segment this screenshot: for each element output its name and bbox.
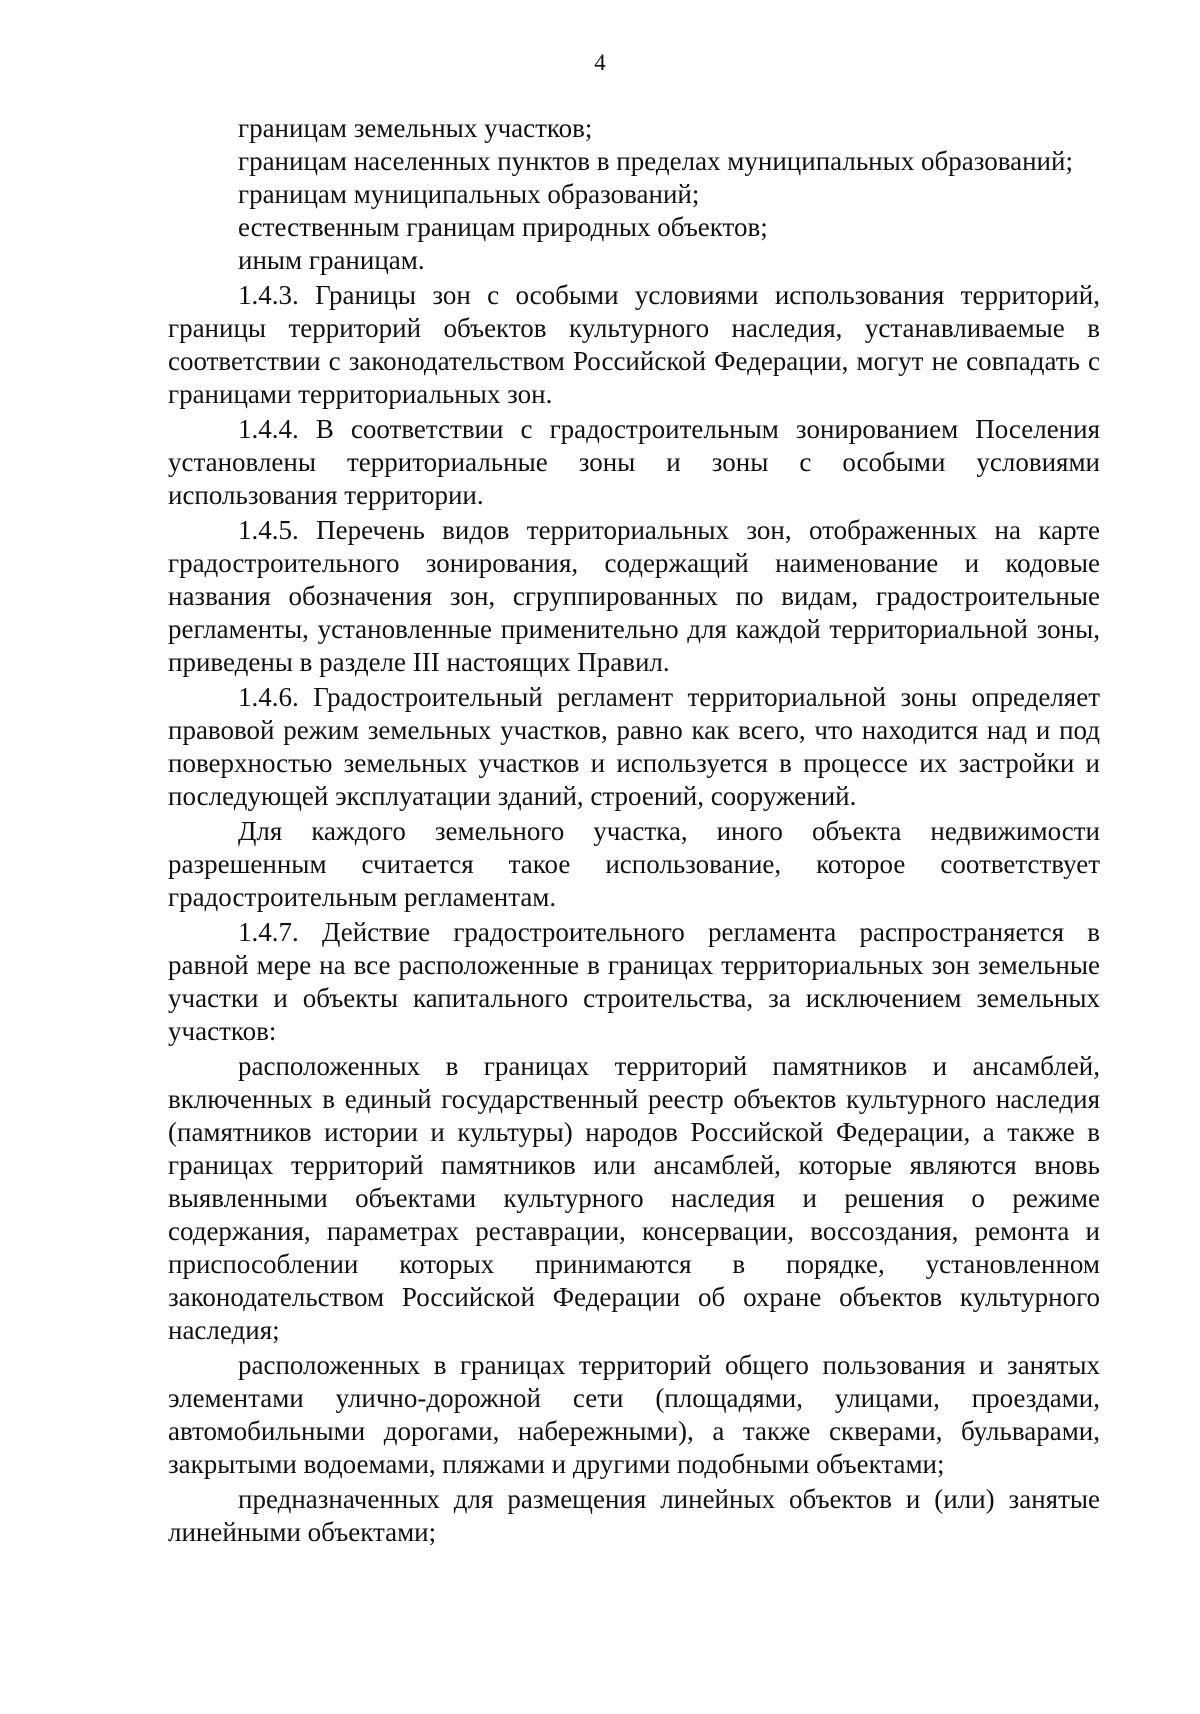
paragraph-1-4-4: 1.4.4. В соответствии с градостроительным зонированием Поселения установлены территориальные зоны и зоны с особыми условиями использования территории. (168, 414, 1100, 510)
paragraph-1-4-5: 1.4.5. Перечень видов территориальных зон, отображенных на карте градостроительного зонирования, содержащий наименование и кодовые названия обозначения зон, сгруппированных по видам, градостроительные регламенты, установленные применительно для каждой территориальной зоны, приведены в разделе III настоящих Правил. (168, 515, 1100, 677)
paragraph-permitted-use: Для каждого земельного участка, иного объекта недвижимости разрешенным считается такое использование, которое соответствует градостроительным регламентам. (168, 816, 1100, 912)
paragraph-settlement-boundaries: границам населенных пунктов в пределах муниципальных образований; (238, 146, 1073, 176)
page-number: 4 (594, 50, 606, 75)
paragraph-1-4-3: 1.4.3. Границы зон с особыми условиями использования территорий, границы территорий объектов культурного наследия, устанавливаемые в соответствии с законодательством Российской Федерации, могут не совпадать с границами территориальных зон. (168, 280, 1100, 409)
paragraph-1-4-7: 1.4.7. Действие градостроительного регламента распространяется в равной мере на все расположенные в границах территориальных зон земельные участки и объекты капитального строительства, за исключением земельных участков: (168, 917, 1100, 1046)
paragraph-public-use-territories: расположенных в границах территорий общего пользования и занятых элементами улично-дорожной сети (площадями, улицами, проездами, автомобильными дорогами, набережными), а также скверами, бульварами, закрытыми водоемами, пляжами и другими подобными объектами; (168, 1350, 1100, 1479)
paragraph-natural-boundaries: естественным границам природных объектов; (238, 212, 768, 242)
paragraph-other-boundaries: иным границам. (238, 245, 425, 275)
document-body (168, 112, 1100, 1549)
paragraph-1-4-6: 1.4.6. Градостроительный регламент территориальной зоны определяет правовой режим земельных участков, равно как всего, что находится над и под поверхностью земельных участков и используется в процессе их застройки и последующей эксплуатации зданий, строений, сооружений. (168, 682, 1100, 811)
paragraph-land-plot-boundaries: границам земельных участков; (238, 113, 593, 143)
paragraph-linear-objects: предназначенных для размещения линейных объектов и (или) занятые линейными объектами; (168, 1484, 1100, 1547)
paragraph-municipal-boundaries: границам муниципальных образований; (238, 179, 700, 209)
paragraph-heritage-territories: расположенных в границах территорий памятников и ансамблей, включенных в единый государственный реестр объектов культурного наследия (памятников истории и культуры) народов Российской Федерации, а также в границах территорий памятников или ансамблей, которые являются вновь выявленными объектами культурного наследия и решения о режиме содержания, параметрах реставрации, консервации, воссоздания, ремонта и приспособлении которых принимаются в порядке, установленном законодательством Российской Федерации об охране объектов культурного наследия; (168, 1051, 1100, 1345)
